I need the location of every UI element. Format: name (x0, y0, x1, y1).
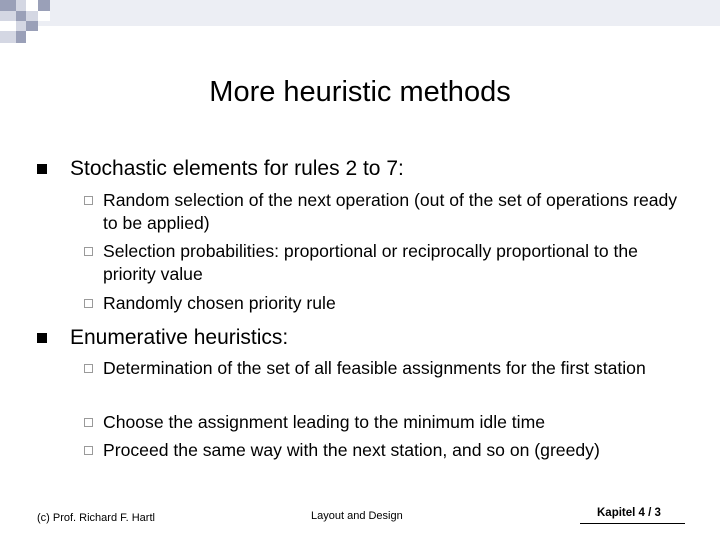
bullet-stochastic: Stochastic elements for rules 2 to 7: (70, 157, 404, 180)
sub-bullet-box-icon (84, 446, 93, 455)
sub-bullet-feasible-assignments: Determination of the set of all feasible assignments for the first station (103, 358, 646, 378)
corner-decoration (0, 0, 720, 60)
sub-bullet-box-icon (84, 418, 93, 427)
footer-page-number: Kapitel 4 / 3 (597, 507, 661, 519)
sub-bullet-selection-probabilities: Selection probabilities: proportional or reciprocally proportional to the priority value (103, 241, 638, 284)
sub-bullet-minimum-idle-time: Choose the assignment leading to the minimum idle time (103, 412, 546, 432)
bullet-square-icon (37, 333, 47, 343)
sub-bullet-box-icon (84, 247, 93, 256)
sub-bullet-box-icon (84, 196, 93, 205)
sub-bullet-next-station: Proceed the same way with the next station, and so on (greedy) (103, 440, 600, 460)
sub-bullet-random-selection: Random selection of the next operation (out of the set of operations ready to be applied) (103, 190, 678, 233)
footer-author: (c) Prof. Richard F. Hartl (37, 512, 155, 524)
bullet-square-icon (37, 164, 47, 174)
footer-divider (580, 523, 685, 524)
bullet-enumerative: Enumerative heuristics: (70, 326, 289, 349)
sub-bullet-random-priority: Randomly chosen priority rule (103, 293, 336, 313)
footer-course: Layout and Design (311, 510, 403, 522)
slide-title: More heuristic methods (209, 76, 511, 108)
sub-bullet-box-icon (84, 299, 93, 308)
sub-bullet-box-icon (84, 364, 93, 373)
